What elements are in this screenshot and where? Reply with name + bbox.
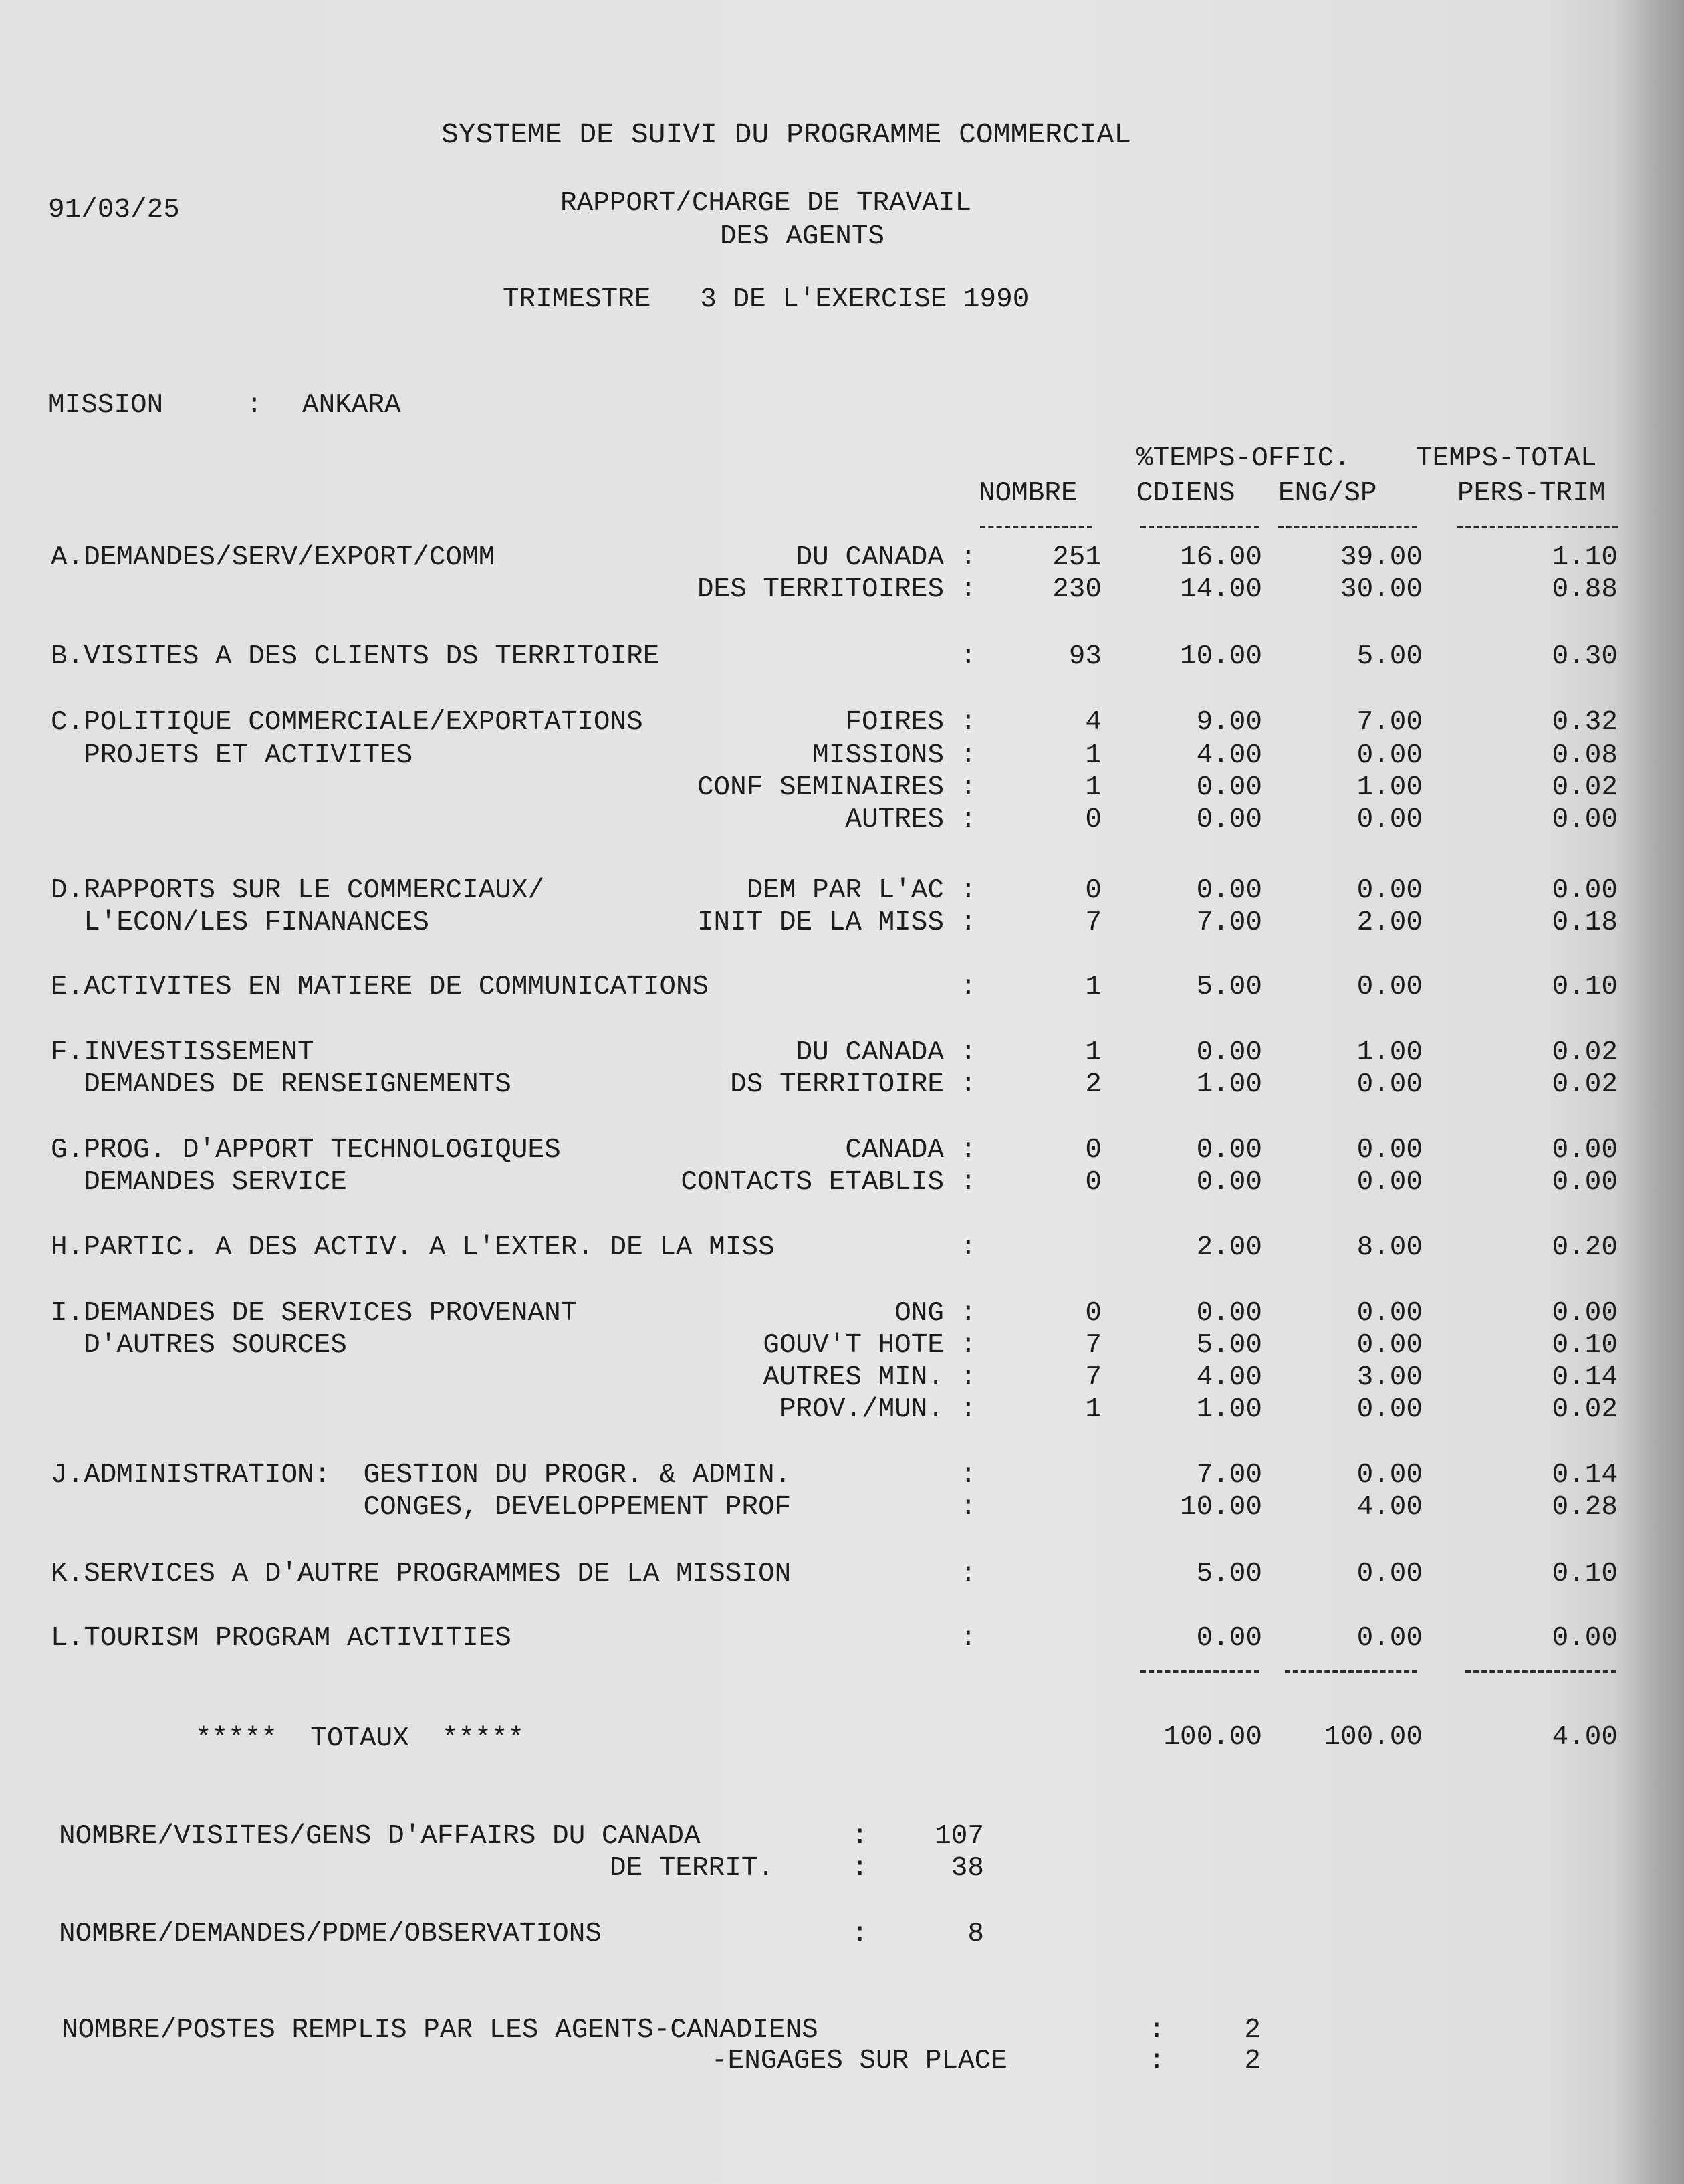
mission-separator: : <box>246 390 263 421</box>
row-pers-trim: 0.02 <box>1552 1037 1618 1068</box>
row-cdiens: 0.00 <box>1196 772 1262 803</box>
row-nombre: 0 <box>1085 1167 1102 1198</box>
footer-demandes-label: NOMBRE/DEMANDES/PDME/OBSERVATIONS <box>59 1919 602 1949</box>
row-pers-trim: 0.30 <box>1552 641 1618 672</box>
totals-divider-eng-sp <box>1285 1670 1417 1673</box>
row-colon: : <box>960 574 977 605</box>
row-eng-sp: 0.00 <box>1356 1298 1423 1329</box>
footer-visits-colon: : <box>852 1821 868 1852</box>
row-eng-sp: 1.00 <box>1356 1037 1423 1068</box>
row-label: D'AUTRES SOURCES <box>51 1330 347 1361</box>
row-colon: : <box>960 1232 977 1263</box>
footer-engages-label: -ENGAGES SUR PLACE <box>711 2046 1007 2076</box>
row-cdiens: 0.00 <box>1196 1298 1262 1329</box>
row-pers-trim: 0.28 <box>1552 1492 1618 1523</box>
row-pers-trim: 0.00 <box>1552 1298 1618 1329</box>
row-pers-trim: 0.20 <box>1552 1232 1618 1263</box>
row-pers-trim: 0.14 <box>1552 1362 1618 1393</box>
header-eng-sp: ENG/SP <box>1278 478 1377 509</box>
row-label: G.PROG. D'APPORT TECHNOLOGIQUES <box>51 1135 561 1166</box>
row-label: L.TOURISM PROGRAM ACTIVITIES <box>51 1623 511 1654</box>
header-cdiens: CDIENS <box>1136 478 1235 509</box>
footer-demandes-value: 8 <box>967 1919 984 1949</box>
row-cdiens: 1.00 <box>1196 1069 1262 1100</box>
row-cdiens: 0.00 <box>1196 875 1262 906</box>
row-nombre: 7 <box>1085 1362 1102 1393</box>
row-nombre: 7 <box>1085 907 1102 938</box>
row-pers-trim: 0.88 <box>1552 574 1618 605</box>
row-cdiens: 9.00 <box>1196 707 1262 738</box>
header-nombre: NOMBRE <box>979 478 1078 509</box>
row-nombre: 230 <box>1052 574 1102 605</box>
row-colon: : <box>960 1362 977 1393</box>
totals-label: ***** TOTAUX ***** <box>195 1723 525 1754</box>
row-nombre: 93 <box>1068 641 1102 672</box>
row-sublabel: DS TERRITOIRE <box>730 1069 944 1100</box>
row-eng-sp: 30.00 <box>1340 574 1423 605</box>
row-cdiens: 4.00 <box>1196 1362 1262 1393</box>
row-nombre: 7 <box>1085 1330 1102 1361</box>
row-sublabel: CANADA <box>845 1135 944 1166</box>
row-label: J.ADMINISTRATION: GESTION DU PROGR. & ADMIN. <box>51 1460 792 1491</box>
report-date: 91/03/25 <box>48 195 180 225</box>
row-cdiens: 0.00 <box>1196 1135 1262 1166</box>
row-eng-sp: 0.00 <box>1356 1069 1423 1100</box>
row-colon: : <box>960 1135 977 1166</box>
row-label: B.VISITES A DES CLIENTS DS TERRITOIRE <box>51 641 660 672</box>
row-label: PROJETS ET ACTIVITES <box>51 740 413 771</box>
row-cdiens: 5.00 <box>1196 1559 1262 1590</box>
report-title-line1: RAPPORT/CHARGE DE TRAVAIL <box>560 188 972 219</box>
row-nombre: 251 <box>1052 542 1102 573</box>
row-label: CONGES, DEVELOPPEMENT PROF <box>51 1492 792 1523</box>
row-eng-sp: 0.00 <box>1356 1167 1423 1198</box>
row-colon: : <box>960 907 977 938</box>
row-pers-trim: 0.00 <box>1552 1167 1618 1198</box>
footer-visits-value: 107 <box>935 1821 984 1852</box>
row-eng-sp: 3.00 <box>1356 1362 1423 1393</box>
row-sublabel: CONTACTS ETABLIS <box>681 1167 944 1198</box>
row-colon: : <box>960 1298 977 1329</box>
row-pers-trim: 0.00 <box>1552 804 1618 835</box>
row-cdiens: 7.00 <box>1196 907 1262 938</box>
row-label: DEMANDES DE RENSEIGNEMENTS <box>51 1069 511 1100</box>
row-sublabel: DU CANADA <box>796 1037 944 1068</box>
row-pers-trim: 0.00 <box>1552 1623 1618 1654</box>
footer-territ-label: DE TERRIT. <box>610 1853 775 1884</box>
row-colon: : <box>960 1167 977 1198</box>
row-eng-sp: 0.00 <box>1356 1330 1423 1361</box>
row-sublabel: GOUV'T HOTE <box>763 1330 944 1361</box>
row-cdiens: 0.00 <box>1196 804 1262 835</box>
row-eng-sp: 4.00 <box>1356 1492 1423 1523</box>
row-label: DEMANDES SERVICE <box>51 1167 347 1198</box>
row-eng-sp: 0.00 <box>1356 740 1423 771</box>
row-eng-sp: 0.00 <box>1356 1394 1423 1425</box>
row-eng-sp: 0.00 <box>1356 804 1423 835</box>
row-eng-sp: 0.00 <box>1356 1623 1423 1654</box>
row-nombre: 2 <box>1085 1069 1102 1100</box>
row-label: C.POLITIQUE COMMERCIALE/EXPORTATIONS <box>51 707 643 738</box>
totals-pers-trim: 4.00 <box>1552 1722 1618 1753</box>
row-colon: : <box>960 1330 977 1361</box>
footer-visits-label: NOMBRE/VISITES/GENS D'AFFAIRS DU CANADA <box>59 1821 701 1852</box>
row-label: F.INVESTISSEMENT <box>51 1037 314 1068</box>
row-sublabel: INIT DE LA MISS <box>697 907 944 938</box>
row-nombre: 0 <box>1085 875 1102 906</box>
footer-postes-colon: : <box>1149 2015 1165 2046</box>
row-cdiens: 0.00 <box>1196 1623 1262 1654</box>
row-pers-trim: 1.10 <box>1552 542 1618 573</box>
row-pers-trim: 0.32 <box>1552 707 1618 738</box>
row-cdiens: 4.00 <box>1196 740 1262 771</box>
row-colon: : <box>960 804 977 835</box>
report-period: TRIMESTRE 3 DE L'EXERCISE 1990 <box>503 284 1030 315</box>
row-nombre: 4 <box>1085 707 1102 738</box>
row-sublabel: FOIRES <box>845 707 944 738</box>
row-cdiens: 5.00 <box>1196 1330 1262 1361</box>
row-cdiens: 10.00 <box>1179 641 1262 672</box>
row-cdiens: 1.00 <box>1196 1394 1262 1425</box>
row-colon: : <box>960 1460 977 1491</box>
row-pers-trim: 0.14 <box>1552 1460 1618 1491</box>
row-nombre: 0 <box>1085 804 1102 835</box>
row-nombre: 1 <box>1085 1037 1102 1068</box>
row-colon: : <box>960 707 977 738</box>
row-cdiens: 0.00 <box>1196 1037 1262 1068</box>
row-sublabel: ONG <box>894 1298 944 1329</box>
header-divider-pers-trim <box>1457 526 1618 528</box>
row-label: E.ACTIVITES EN MATIERE DE COMMUNICATIONS <box>51 972 709 1002</box>
row-pers-trim: 0.08 <box>1552 740 1618 771</box>
footer-postes-label: NOMBRE/POSTES REMPLIS PAR LES AGENTS-CANADIENS <box>62 2015 818 2046</box>
row-sublabel: DES TERRITOIRES <box>697 574 944 605</box>
row-label: K.SERVICES A D'AUTRE PROGRAMMES DE LA MISSION <box>51 1559 792 1590</box>
row-cdiens: 14.00 <box>1179 574 1262 605</box>
row-nombre: 1 <box>1085 972 1102 1002</box>
row-label: H.PARTIC. A DES ACTIV. A L'EXTER. DE LA MISS <box>51 1232 775 1263</box>
row-sublabel: AUTRES MIN. <box>763 1362 944 1393</box>
footer-demandes-colon: : <box>852 1919 868 1949</box>
header-temps-offic: %TEMPS-OFFIC. <box>1136 443 1350 474</box>
row-pers-trim: 0.00 <box>1552 875 1618 906</box>
row-sublabel: DU CANADA <box>796 542 944 573</box>
row-colon: : <box>960 1559 977 1590</box>
row-sublabel: MISSIONS <box>812 740 944 771</box>
row-colon: : <box>960 1623 977 1654</box>
footer-territ-value: 38 <box>951 1853 984 1884</box>
row-pers-trim: 0.02 <box>1552 1069 1618 1100</box>
footer-postes-value: 2 <box>1244 2015 1261 2046</box>
header-divider-nombre <box>980 526 1092 528</box>
row-pers-trim: 0.18 <box>1552 907 1618 938</box>
header-temps-total: TEMPS-TOTAL <box>1416 443 1597 474</box>
row-label: D.RAPPORTS SUR LE COMMERCIAUX/ <box>51 875 545 906</box>
row-cdiens: 7.00 <box>1196 1460 1262 1491</box>
row-pers-trim: 0.10 <box>1552 1559 1618 1590</box>
header-divider-eng-sp <box>1278 526 1417 528</box>
row-eng-sp: 0.00 <box>1356 875 1423 906</box>
row-colon: : <box>960 1492 977 1523</box>
row-cdiens: 10.00 <box>1179 1492 1262 1523</box>
row-eng-sp: 8.00 <box>1356 1232 1423 1263</box>
row-nombre: 1 <box>1085 1394 1102 1425</box>
row-colon: : <box>960 1069 977 1100</box>
row-colon: : <box>960 542 977 573</box>
row-nombre: 1 <box>1085 772 1102 803</box>
row-cdiens: 5.00 <box>1196 972 1262 1002</box>
row-eng-sp: 5.00 <box>1356 641 1423 672</box>
row-colon: : <box>960 875 977 906</box>
totals-divider-cdiens <box>1140 1670 1259 1673</box>
report-system-title: SYSTEME DE SUIVI DU PROGRAMME COMMERCIAL <box>441 118 1132 151</box>
mission-label: MISSION <box>48 390 164 421</box>
row-cdiens: 16.00 <box>1179 542 1262 573</box>
row-colon: : <box>960 1037 977 1068</box>
row-sublabel: DEM PAR L'AC <box>746 875 944 906</box>
footer-engages-value: 2 <box>1244 2046 1261 2076</box>
row-colon: : <box>960 740 977 771</box>
row-pers-trim: 0.02 <box>1552 772 1618 803</box>
row-eng-sp: 2.00 <box>1356 907 1423 938</box>
row-nombre: 1 <box>1085 740 1102 771</box>
row-label: I.DEMANDES DE SERVICES PROVENANT <box>51 1298 578 1329</box>
header-divider-cdiens <box>1140 526 1259 528</box>
row-pers-trim: 0.02 <box>1552 1394 1618 1425</box>
totals-cdiens: 100.00 <box>1163 1722 1262 1753</box>
row-colon: : <box>960 1394 977 1425</box>
row-sublabel: AUTRES <box>845 804 944 835</box>
row-label: A.DEMANDES/SERV/EXPORT/COMM <box>51 542 495 573</box>
row-colon: : <box>960 972 977 1002</box>
row-colon: : <box>960 772 977 803</box>
row-eng-sp: 7.00 <box>1356 707 1423 738</box>
row-eng-sp: 1.00 <box>1356 772 1423 803</box>
report-title-line2: DES AGENTS <box>720 221 885 252</box>
row-eng-sp: 0.00 <box>1356 1559 1423 1590</box>
row-label: L'ECON/LES FINANANCES <box>51 907 429 938</box>
row-pers-trim: 0.10 <box>1552 972 1618 1002</box>
footer-engages-colon: : <box>1149 2046 1165 2076</box>
row-colon: : <box>960 641 977 672</box>
row-cdiens: 0.00 <box>1196 1167 1262 1198</box>
row-eng-sp: 0.00 <box>1356 1460 1423 1491</box>
footer-territ-colon: : <box>852 1853 868 1884</box>
row-sublabel: CONF SEMINAIRES <box>697 772 944 803</box>
row-pers-trim: 0.00 <box>1552 1135 1618 1166</box>
row-eng-sp: 39.00 <box>1340 542 1423 573</box>
row-eng-sp: 0.00 <box>1356 1135 1423 1166</box>
row-nombre: 0 <box>1085 1135 1102 1166</box>
row-nombre: 0 <box>1085 1298 1102 1329</box>
header-pers-trim: PERS-TRIM <box>1457 478 1606 509</box>
totals-divider-pers-trim <box>1465 1670 1616 1673</box>
row-eng-sp: 0.00 <box>1356 972 1423 1002</box>
totals-eng-sp: 100.00 <box>1324 1722 1423 1753</box>
row-pers-trim: 0.10 <box>1552 1330 1618 1361</box>
row-cdiens: 2.00 <box>1196 1232 1262 1263</box>
row-sublabel: PROV./MUN. <box>779 1394 944 1425</box>
mission-value: ANKARA <box>302 390 401 421</box>
